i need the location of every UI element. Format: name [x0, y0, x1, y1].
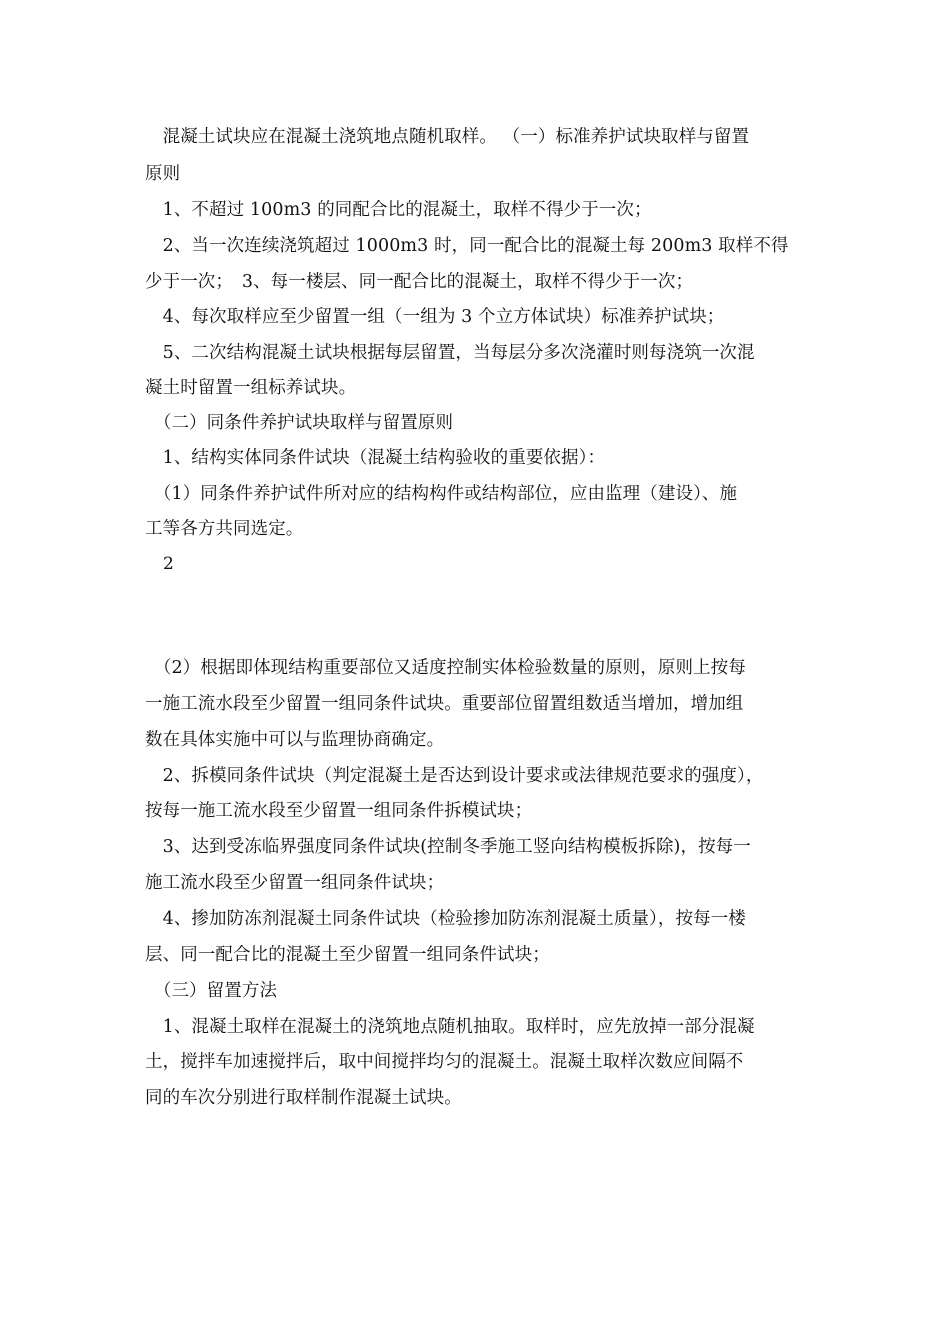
text-line: 1、不超过 100m3 的同配合比的混凝土，取样不得少于一次； [145, 200, 652, 220]
text-line: 土，搅拌车加速搅拌后，取中间搅拌均匀的混凝土。混凝土取样次数应间隔不 [145, 1052, 744, 1072]
text-line: 2、拆模同条件试块（判定混凝土是否达到设计要求或法律规范要求的强度）， [145, 766, 764, 786]
page-number: 2 [163, 554, 174, 574]
text-line: 2、当一次连续浇筑超过 1000m3 时，同一配合比的混凝土每 200m3 取样不得 [145, 236, 789, 256]
text-line: 凝土时留置一组标养试块。 [145, 378, 357, 398]
text-line: 工等各方共同选定。 [145, 519, 304, 539]
text-line: 混凝土试块应在混凝土浇筑地点随机取样。 （一）标准养护试块取样与留置 [145, 127, 750, 147]
text-line: 按每一施工流水段至少留置一组同条件拆模试块； [145, 801, 533, 821]
text-line: （1）同条件养护试件所对应的结构构件或结构部位，应由监理（建设）、施 [145, 484, 738, 504]
text-line: 少于一次； 3、每一楼层、同一配合比的混凝土，取样不得少于一次； [145, 272, 694, 292]
text-line: 4、每次取样应至少留置一组（一组为 3 个立方体试块）标准养护试块； [145, 307, 725, 327]
text-line: 5、二次结构混凝土试块根据每层留置，当每层分多次浇灌时则每浇筑一次混 [145, 343, 755, 363]
text-line: 3、达到受冻临界强度同条件试块(控制冬季施工竖向结构模板拆除)，按每一 [145, 837, 751, 857]
text-line: 原则 [145, 164, 181, 184]
text-line: （三）留置方法 [145, 981, 278, 1001]
text-line: 同的车次分别进行取样制作混凝土试块。 [145, 1088, 462, 1108]
text-line: 1、结构实体同条件试块（混凝土结构验收的重要依据）： [145, 448, 606, 468]
text-line: 数在具体实施中可以与监理协商确定。 [145, 730, 445, 750]
text-line: 1、混凝土取样在混凝土的浇筑地点随机抽取。取样时，应先放掉一部分混凝 [145, 1017, 755, 1037]
text-line: （二）同条件养护试块取样与留置原则 [145, 413, 454, 433]
text-line: （2）根据即体现结构重要部位又适度控制实体检验数量的原则，原则上按每 [145, 658, 746, 678]
text-line: 施工流水段至少留置一组同条件试块； [145, 873, 445, 893]
text-line: 4、掺加防冻剂混凝土同条件试块（检验掺加防冻剂混凝土质量），按每一楼 [145, 909, 746, 929]
text-line: 层、同一配合比的混凝土至少留置一组同条件试块； [145, 945, 550, 965]
text-line: 一施工流水段至少留置一组同条件试块。重要部位留置组数适当增加，增加组 [145, 694, 744, 714]
